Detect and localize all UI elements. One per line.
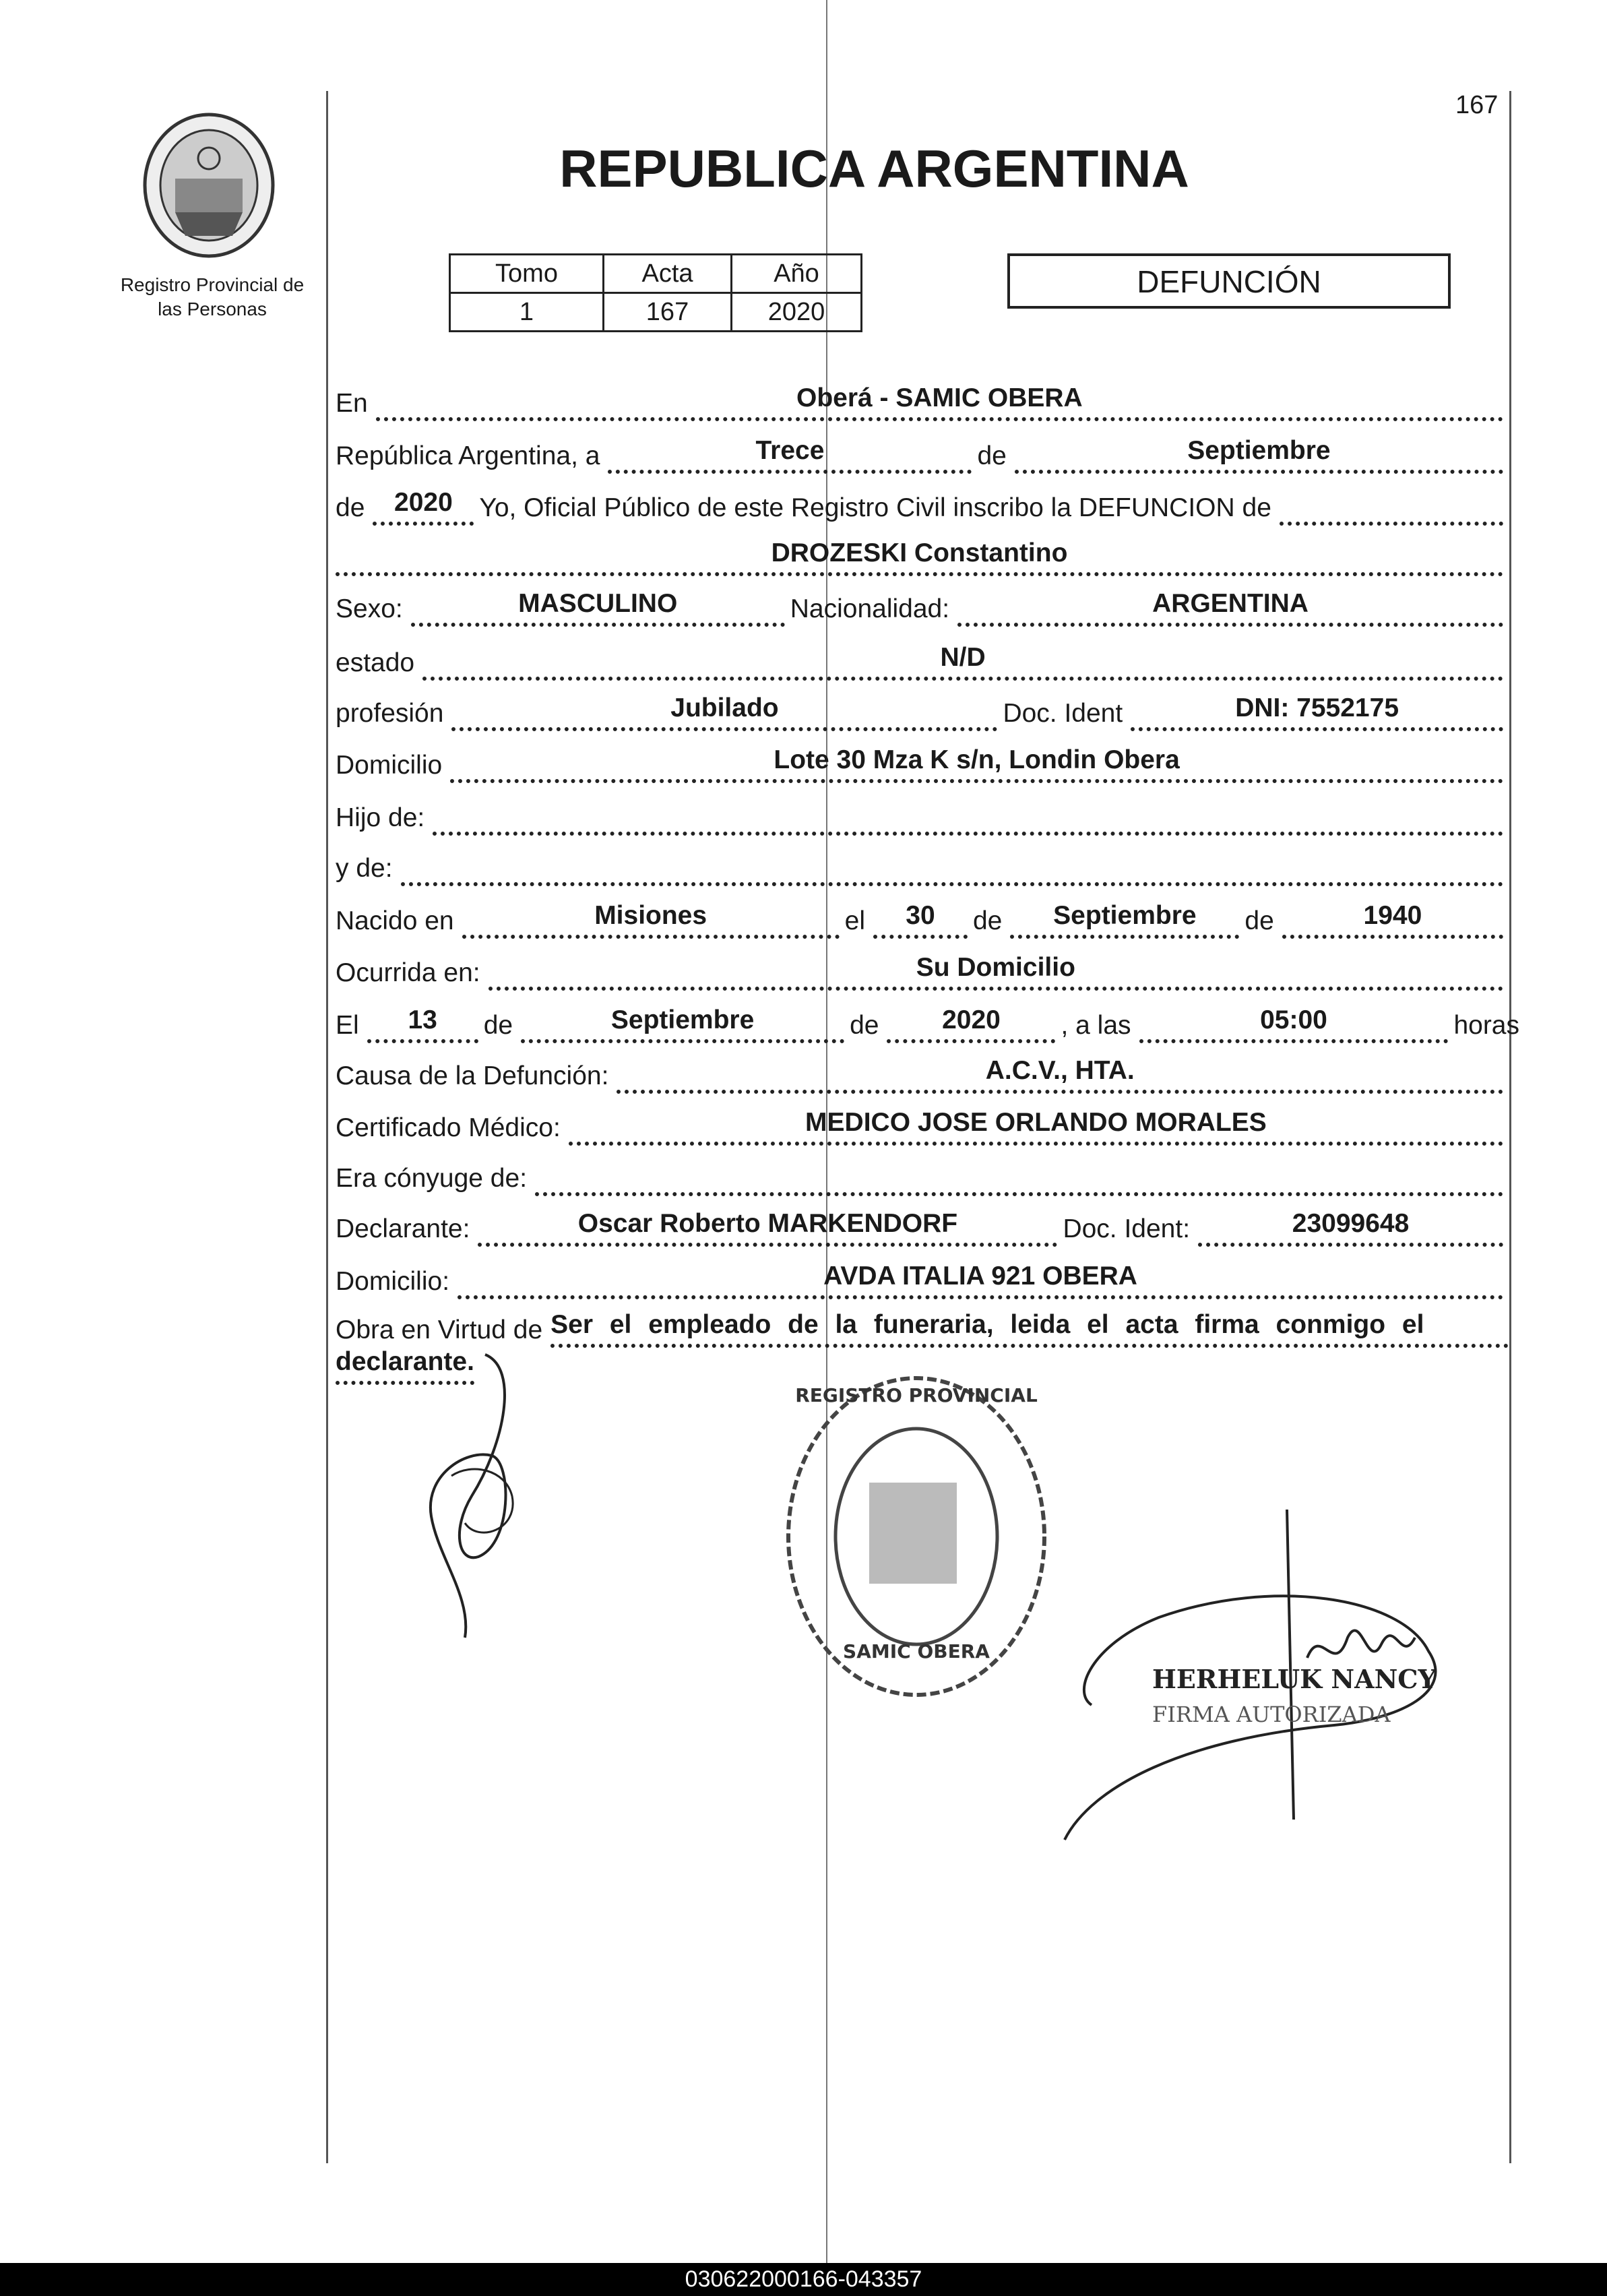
acta-value: 167 — [604, 293, 732, 332]
oficial-blank-field — [1280, 491, 1503, 526]
row-domicilio — [336, 743, 1509, 783]
row-death-date — [336, 1003, 1519, 1043]
doc-ident-field: DNI: 7552175 — [1131, 696, 1503, 731]
row-conyuge — [336, 1156, 1509, 1196]
causa-label: Causa de la Defunción: — [336, 1061, 609, 1090]
row-hijo-de — [336, 795, 1509, 836]
de-year-label: de — [336, 493, 365, 522]
page-number: 167 — [1455, 91, 1499, 119]
decl-domicilio-field: AVDA ITALIA 921 OBERA — [458, 1264, 1503, 1299]
death-year-field: 2020 — [887, 1008, 1055, 1043]
obra-field-line-2: declarante. — [336, 1350, 474, 1385]
death-de-label-1: de — [483, 1011, 513, 1040]
birth-de-label-2: de — [1244, 906, 1274, 935]
row-en — [336, 381, 1509, 421]
causa-field: A.C.V., HTA. — [617, 1059, 1503, 1094]
year-field: 2020 — [373, 491, 474, 526]
estado-field: N/D — [422, 646, 1503, 681]
conyuge-label: Era cónyuge de: — [336, 1164, 528, 1193]
republica-label: República Argentina, a — [336, 441, 600, 470]
acta-table-header-row — [450, 255, 862, 293]
svg-text:REGISTRO PROVINCIAL: REGISTRO PROVINCIAL — [795, 1384, 1038, 1406]
tomo-header: Tomo — [450, 255, 604, 293]
estado-label: estado — [336, 648, 415, 677]
obra-label: Obra en Virtud de — [336, 1315, 543, 1344]
death-day-field: 13 — [367, 1008, 478, 1043]
left-margin-line — [326, 91, 328, 2163]
y-de-label: y de: — [336, 854, 393, 883]
document-title: REPUBLICA ARGENTINA — [559, 139, 1189, 198]
declarante-doc-field: 23099648 — [1198, 1212, 1503, 1247]
el-label: el — [844, 906, 865, 935]
domicilio-label: Domicilio — [336, 751, 443, 780]
birth-de-label-1: de — [972, 906, 1003, 935]
hijo-de-field — [433, 801, 1503, 836]
right-margin-line — [1509, 91, 1511, 2163]
nacido-en-label: Nacido en — [336, 906, 454, 935]
death-time-field: 05:00 — [1139, 1008, 1449, 1043]
declarante-field: Oscar Roberto MARKENDORF — [478, 1212, 1057, 1247]
horas-label: horas — [1453, 1011, 1519, 1040]
en-label: En — [336, 389, 368, 418]
de-label: de — [977, 441, 1007, 470]
decl-domicilio-label: Domicilio: — [336, 1267, 450, 1296]
registry-caption: Registro Provincial de las Personas — [120, 274, 305, 319]
sexo-label: Sexo: — [336, 594, 403, 623]
row-republica — [336, 433, 1509, 474]
row-declarante — [336, 1206, 1509, 1247]
svg-text:SAMIC OBERA: SAMIC OBERA — [843, 1640, 990, 1663]
authorized-name: HERHELUK NANCY — [1152, 1664, 1437, 1694]
acta-table — [449, 253, 862, 332]
row-deceased-name — [336, 536, 1509, 576]
hijo-de-label: Hijo de: — [336, 803, 425, 832]
obra-field-line-1: Ser el empleado de la funeraria, leida el acta firma conmigo el — [550, 1313, 1509, 1348]
row-sexo — [336, 586, 1509, 627]
anio-header: Año — [732, 255, 862, 293]
birth-month-field: Septiembre — [1010, 904, 1239, 939]
sexo-field: MASCULINO — [411, 592, 785, 627]
authorized-caption: FIRMA AUTORIZADA — [1152, 1702, 1391, 1727]
oficial-text: Yo, Oficial Público de este Registro Civil inscribo la DEFUNCION de — [479, 493, 1271, 522]
row-certificado — [336, 1105, 1509, 1146]
nacionalidad-field: ARGENTINA — [957, 592, 1503, 627]
y-de-field — [401, 851, 1503, 886]
row-y-de — [336, 846, 1509, 886]
row-ocurrida — [336, 950, 1509, 991]
certificado-label: Certificado Médico: — [336, 1113, 561, 1142]
row-nacido — [336, 898, 1509, 939]
declarant-signature — [411, 1341, 559, 1651]
certificado-field: MEDICO JOSE ORLANDO MORALES — [569, 1111, 1503, 1146]
tomo-value: 1 — [450, 293, 604, 332]
row-profesion — [336, 691, 1509, 731]
birth-day-field: 30 — [873, 904, 968, 939]
birth-year-field: 1940 — [1282, 904, 1503, 939]
death-de-label-2: de — [850, 1011, 879, 1040]
profesion-label: profesión — [336, 699, 444, 728]
deceased-name-field: DROZESKI Constantino — [336, 541, 1503, 576]
authorized-signature — [1051, 1503, 1482, 1853]
record-type-box: DEFUNCIÓN — [1007, 253, 1451, 309]
domicilio-field: Lote 30 Mza K s/n, Londin Obera — [450, 748, 1503, 783]
row-causa — [336, 1053, 1509, 1094]
day-field: Trece — [608, 439, 972, 474]
declarante-doc-label: Doc. Ident: — [1063, 1214, 1191, 1243]
ocurrida-label: Ocurrida en: — [336, 958, 480, 987]
ocurrida-field: Su Domicilio — [489, 956, 1503, 991]
declarante-label: Declarante: — [336, 1214, 470, 1243]
doc-ident-label: Doc. Ident — [1003, 699, 1123, 728]
official-stamp — [768, 1361, 1065, 1712]
footer-code: 030622000166-043357 — [0, 2263, 1607, 2296]
acta-table-value-row — [450, 293, 862, 332]
el-cap-label: El — [336, 1011, 359, 1040]
profesion-field: Jubilado — [451, 696, 997, 731]
nacionalidad-label: Nacionalidad: — [790, 594, 950, 623]
conyuge-field — [535, 1161, 1503, 1196]
nacido-en-field: Misiones — [462, 904, 840, 939]
acta-header: Acta — [604, 255, 732, 293]
month-field: Septiembre — [1015, 439, 1503, 474]
anio-value: 2020 — [732, 293, 862, 332]
en-field: Oberá - SAMIC OBERA — [376, 386, 1503, 421]
row-decl-domicilio — [336, 1259, 1509, 1299]
a-las-label: , a las — [1061, 1011, 1131, 1040]
row-oficial — [336, 485, 1509, 526]
death-month-field: Septiembre — [521, 1008, 844, 1043]
row-estado — [336, 640, 1509, 681]
